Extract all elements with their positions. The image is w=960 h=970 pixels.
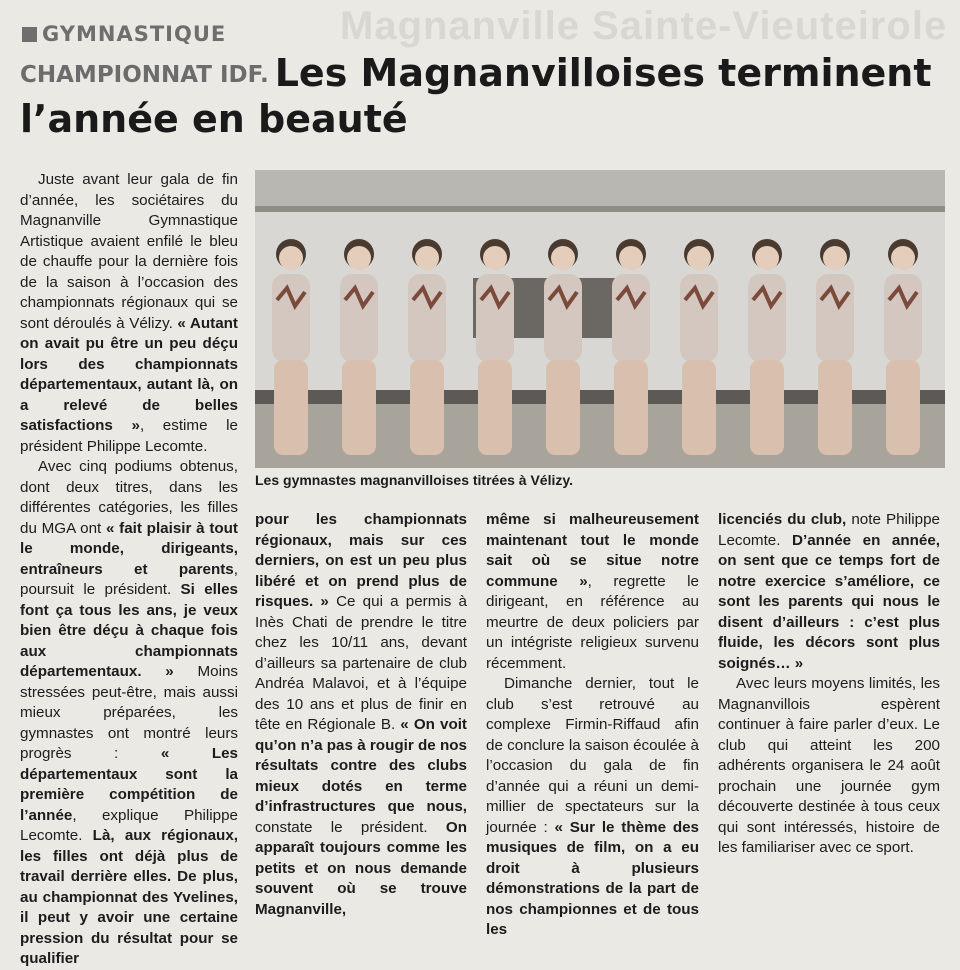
rubric-square-icon: [22, 27, 37, 42]
quote-run: même si malheureusement maintenant tout le monde sait où se situe notre commune »: [486, 511, 699, 590]
headline: [20, 50, 950, 142]
photo-beam: [255, 206, 945, 212]
paragraph: [255, 510, 467, 920]
text-run: Dimanche dernier, tout le club s’est retrouvé au complexe Firmin-Riffaud afin de conclure la saison écoulée à l’occasion du gala de fin d’année qui a réuni un demi-millier de spectateurs sur la journée :: [486, 675, 699, 836]
text-run: , poursuit le président.: [20, 560, 238, 598]
quote-run: « Les départementaux sont la première compétition de l’année: [20, 745, 238, 824]
quote-run: « Sur le thème des musiques de film, on a eu droit à plusieurs démonstrations de la part de nos championnes et de tous les: [486, 818, 699, 938]
text-run: Moins stressées peut-être, mais aussi mieux préparées, les gymnastes ont montré leurs progrès :: [20, 663, 238, 762]
article-column-1: [20, 170, 238, 970]
article-column-3: [486, 510, 699, 941]
quote-run: On apparaît toujours comme les petits et on nous demande souvent où se trouve Magnanville,: [255, 818, 467, 918]
quote-run: licenciés du club,: [718, 511, 847, 528]
headline-title: Les Magnanvilloises terminent l’année en beauté: [20, 51, 932, 141]
paragraph: [718, 510, 940, 674]
bleed-through-text: Magnanville Sainte-Vieuteirole: [340, 4, 948, 48]
text-run: , estime le président Philippe Lecomte.: [20, 417, 238, 455]
quote-run: Si elles font ça tous les ans, je veux bien être déçu à chaque fois aux championnats départementaux. »: [20, 581, 238, 680]
paragraph: Avec leurs moyens limités, les Magnanvillois espèrent continuer à faire parler d’eux. Le club qui atteint les 200 adhérents organisera le 24 août prochain une journée gym découverte destinée à tous ceux qui sont intéressés, histoire de les familiariser avec ce sport.: [718, 675, 940, 856]
article-column-2: [255, 510, 467, 920]
team-photo: [255, 170, 945, 468]
quote-run: Là, aux régionaux, les filles ont déjà plus de travail derrière elles. De plus, au championnat des Yvelines, il peut y avoir une certaine pression du résultat pour se qualifier: [20, 827, 238, 967]
quote-run: « Autant on avait pu être un peu déçu lors des championnats départementaux, autant là, on a relevé de belles satisfactions »: [20, 314, 238, 434]
headline-kicker: CHAMPIONNAT IDF.: [20, 62, 269, 88]
paragraph: [20, 457, 238, 970]
photo-ceiling: [255, 170, 945, 210]
quote-run: pour les championnats régionaux, mais sur ces derniers, on est un peu plus libéré et on prend plus de risques. »: [255, 511, 467, 610]
gymnasts-photo-illustration: [255, 170, 945, 468]
text-run: constate le président.: [255, 818, 446, 836]
quote-run: « On voit qu’on n’a pas à rougir de nos résultats contre des clubs mieux dotés en terme d’infrastructures que nous,: [255, 716, 467, 815]
text-run: , regrette le dirigeant, en référence au meurtre de deux policiers par un intégriste religieux survenu récemment.: [486, 572, 699, 672]
text-run: Juste avant leur gala de fin d’année, les sociétaires du Magnanville Gymnastique Artistique avaient enfilé le bleu de chauffe pour la dernière fois de la saison à l’occasion des championnats régionaux qui se sont déroulés à Vélizy.: [20, 171, 238, 332]
section-rubric: [22, 22, 226, 46]
quote-run: D’année en année, on sent que ce temps fort de notre exercice s’améliore, ce sont les parents qui nous le disent d’ailleurs : c’est plus fluide, les décors sont plus soignés… »: [718, 531, 940, 672]
text-run: Ce qui a permis à Inès Chati de prendre le titre chez les 10/11 ans, devant d’ailleurs sa partenaire de club Andréa Malavoi, et à l’équipe des 10 ans et plus de finir en tête en Régionale B.: [255, 593, 467, 733]
photo-caption: Les gymnastes magnanvilloises titrées à Vélizy.: [255, 472, 573, 488]
text-run: note Philippe Lecomte.: [718, 511, 940, 549]
rubric-label: GYMNASTIQUE: [42, 22, 227, 46]
paragraph: [486, 674, 699, 941]
article-column-4: [718, 510, 940, 859]
paragraph: [486, 510, 699, 674]
text-run: Avec cinq podiums obtenus, dont deux titres, dans les différentes catégories, les filles du MGA ont: [20, 458, 238, 537]
quote-run: « fait plaisir à tout le monde, dirigeants, entraîneurs et parents: [20, 519, 238, 578]
text-run: , explique Philippe Lecomte.: [20, 806, 238, 844]
paragraph: [20, 170, 238, 457]
